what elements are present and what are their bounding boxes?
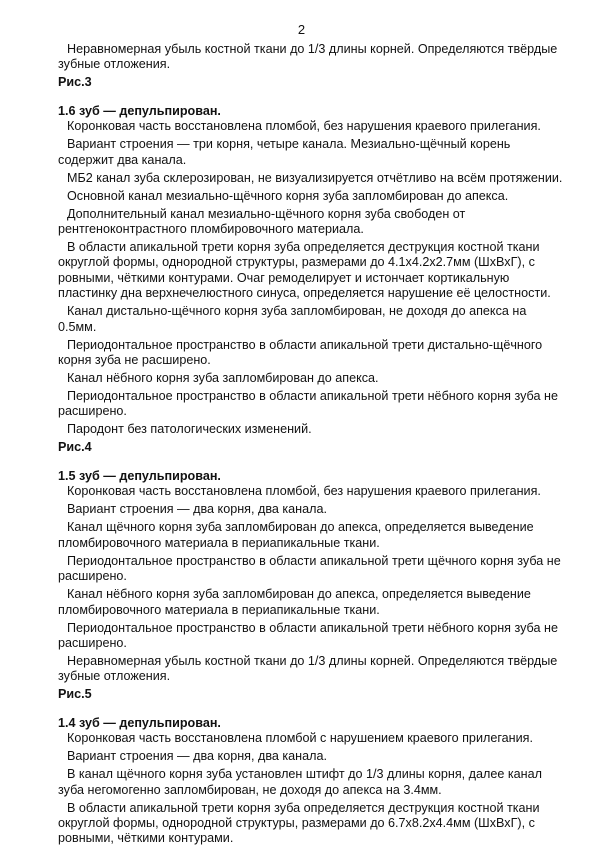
- paragraph: Канал дистально-щёчного корня зуба запломбирован, не доходя до апекса на 0.5мм.: [58, 304, 527, 334]
- paragraph: В канал щёчного корня зуба установлен штифт до 1/3 длины корня, далее канал зуба негомогенно запломбирован, не доходя до апекса на 3.4мм.: [58, 767, 542, 797]
- paragraph: Периодонтальное пространство в области апикальной трети нёбного корня зуба не расширено.: [58, 389, 558, 419]
- paragraph: Коронковая часть восстановлена пломбой, без нарушения краевого прилегания.: [67, 119, 541, 134]
- paragraph: В области апикальной трети корня зуба определяется деструкция костной ткани округлой формы, однородной структуры, размерами до 4.1х4.2х2.7мм (ШхВхГ), с ровными, чёткими контурами. Очаг ремоделирует и истончает кортикальную пластинку дна верхнечелюстного синуса, определяется нарушение её целостности.: [58, 240, 551, 301]
- paragraph: Вариант строения — два корня, два канала.: [67, 749, 327, 764]
- paragraph: Канал нёбного корня зуба запломбирован до апекса.: [67, 371, 379, 386]
- section-tooth-1-5: [58, 469, 563, 685]
- figure-label-5: Рис.5: [58, 687, 92, 702]
- section-heading: 1.6 зуб — депульпирован.: [58, 103, 221, 118]
- paragraph: Канал нёбного корня зуба запломбирован до апекса, определяется выведение пломбировочного материала в периапикальные ткани.: [58, 587, 531, 617]
- section-heading: 1.5 зуб — депульпирован.: [58, 468, 221, 483]
- paragraph: Периодонтальное пространство в области апикальной трети нёбного корня зуба не расширено.: [58, 620, 558, 650]
- paragraph: Периодонтальное пространство в области апикальной трети щёчного корня зуба не расширено.: [58, 553, 561, 584]
- figure-label-3: Рис.3: [58, 75, 92, 90]
- paragraph: Вариант строения — два корня, два канала.: [67, 502, 327, 517]
- paragraph: В области апикальной трети корня зуба определяется деструкция костной ткани округлой формы, однородной структуры, размерами до 6.7х8.2х4.4мм (ШхВхГ), с ровными, чёткими контурами.: [58, 800, 540, 846]
- paragraph: Пародонт без патологических изменений.: [67, 422, 312, 437]
- paragraph: Неравномерная убыль костной ткани до 1/3 длины корней. Определяются твёрдые зубные отложения.: [58, 653, 558, 684]
- paragraph: Коронковая часть восстановлена пломбой, без нарушения краевого прилегания.: [67, 484, 541, 499]
- paragraph: Вариант строения — три корня, четыре канала. Мезиально-щёчный корень содержит два канала.: [58, 137, 511, 167]
- section-tooth-1-4: [58, 716, 563, 847]
- paragraph: Канал щёчного корня зуба запломбирован до апекса, определяется выведение пломбировочного материала в периапикальные ткани.: [58, 520, 534, 550]
- paragraph: Неравномерная убыль костной ткани до 1/3 длины корней. Определяются твёрдые зубные отложения.: [58, 42, 558, 72]
- page-number: 2: [297, 22, 306, 37]
- page-content: [58, 42, 563, 849]
- figure-label-4: Рис.4: [58, 440, 92, 455]
- paragraph: Коронковая часть восстановлена пломбой с нарушением краевого прилегания.: [67, 731, 533, 746]
- paragraph: Периодонтальное пространство в области апикальной трети дистально-щёчного корня зуба не расширено.: [58, 337, 543, 368]
- paragraph: МБ2 канал зуба склерозирован, не визуализируется отчётливо на всём протяжении.: [67, 170, 563, 185]
- paragraph: Основной канал мезиально-щёчного корня зуба запломбирован до апекса.: [67, 188, 509, 203]
- section-tooth-1-6: [58, 104, 563, 438]
- paragraph: Дополнительный канал мезиально-щёчного корня зуба свободен от рентгеноконтрастного пломбировочного материала.: [58, 206, 466, 237]
- section-heading: 1.4 зуб — депульпирован.: [58, 715, 221, 730]
